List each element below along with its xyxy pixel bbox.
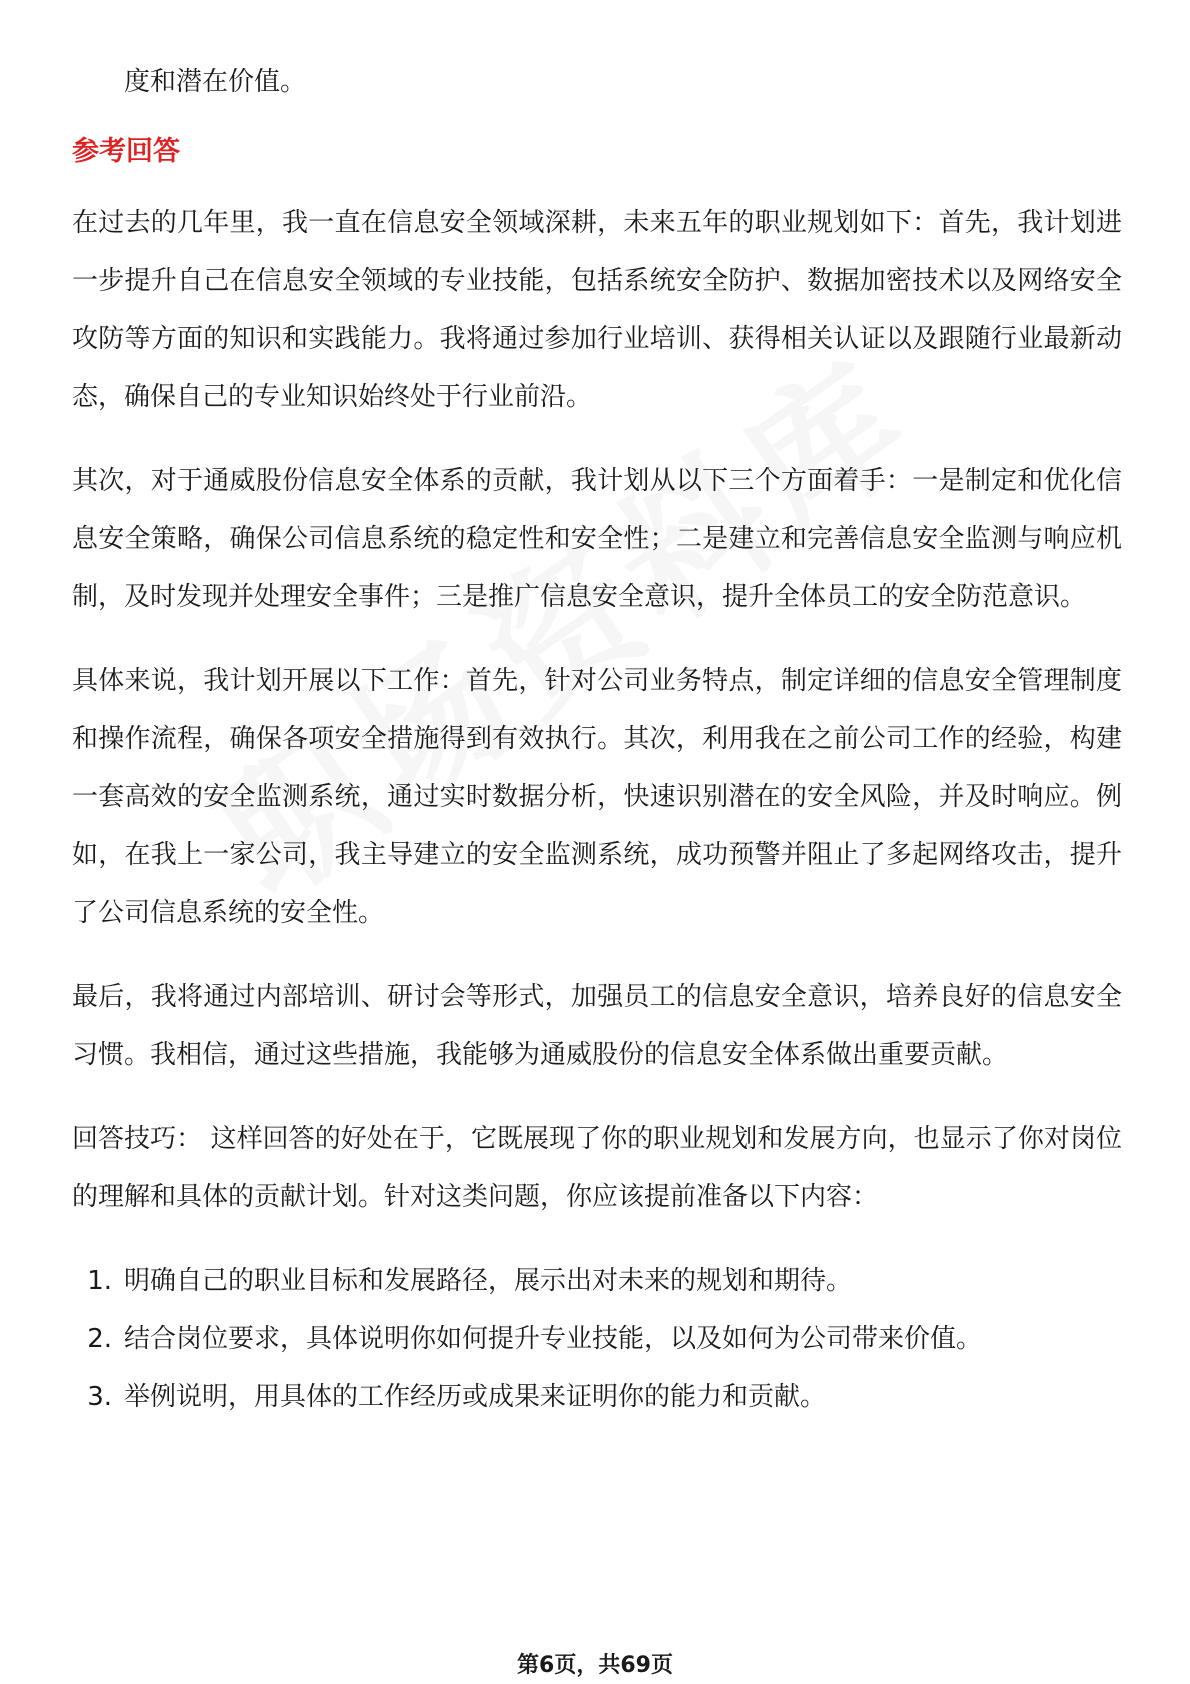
list-item-number: 3. <box>87 1382 112 1412</box>
tips-list <box>72 1252 1122 1426</box>
list-item-number: 2. <box>87 1324 112 1354</box>
answer-tips-paragraph: 回答技巧： 这样回答的好处在于，它既展现了你的职业规划和发展方向，也显示了你对岗位的理解和具体的贡献计划。针对这类问题，你应该提前准备以下内容： <box>72 1124 1122 1212</box>
list-item <box>72 1252 1122 1310</box>
list-item-number: 1. <box>87 1266 112 1296</box>
page-footer: 第6页，共69页 <box>517 1653 673 1678</box>
continuation-text: 度和潜在价值。 <box>124 67 307 97</box>
paragraph-3: 具体来说，我计划开展以下工作：首先，针对公司业务特点，制定详细的信息安全管理制度和操作流程，确保各项安全措施得到有效执行。其次，利用我在之前公司工作的经验，构建一套高效的安全监测系统，通过实时数据分析，快速识别潜在的安全风险，并及时响应。例如，在我上一家公司，我主导建立的安全监测系统，成功预警并阻止了多起网络攻击，提升了公司信息系统的安全性。 <box>72 666 1122 928</box>
paragraph-1: 在过去的几年里，我一直在信息安全领域深耕，未来五年的职业规划如下：首先，我计划进一步提升自己在信息安全领域的专业技能，包括系统安全防护、数据加密技术以及网络安全攻防等方面的知识和实践能力。我将通过参加行业培训、获得相关认证以及跟随行业最新动态，确保自己的专业知识始终处于行业前沿。 <box>72 208 1122 412</box>
list-item <box>72 1368 1122 1426</box>
paragraph-4: 最后，我将通过内部培训、研讨会等形式，加强员工的信息安全意识，培养良好的信息安全习惯。我相信，通过这些措施，我能够为通威股份的信息安全体系做出重要贡献。 <box>72 982 1122 1070</box>
list-item <box>72 1310 1122 1368</box>
list-item-text: 举例说明，用具体的工作经历或成果来证明你的能力和贡献。 <box>124 1382 827 1412</box>
section-title: 参考回答 <box>72 136 180 167</box>
list-item-text: 结合岗位要求，具体说明你如何提升专业技能，以及如何为公司带来价值。 <box>124 1324 983 1354</box>
paragraph-2: 其次，对于通威股份信息安全体系的贡献，我计划从以下三个方面着手：一是制定和优化信息安全策略，确保公司信息系统的稳定性和安全性；二是建立和完善信息安全监测与响应机制，及时发现并处理安全事件；三是推广信息安全意识，提升全体员工的安全防范意识。 <box>72 466 1122 612</box>
page-content <box>72 60 1122 1426</box>
list-item-text: 明确自己的职业目标和发展路径，展示出对未来的规划和期待。 <box>124 1266 853 1296</box>
